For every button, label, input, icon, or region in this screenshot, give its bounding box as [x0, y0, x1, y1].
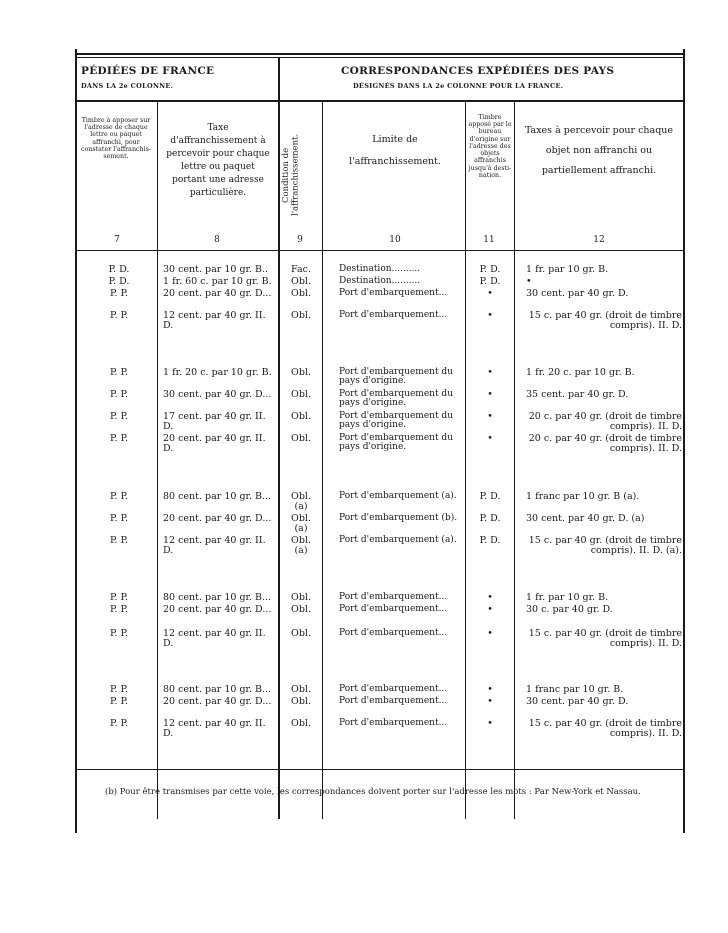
row-cell-col10: Port d'embarquement... — [339, 718, 448, 728]
row-cell-col7: P. P. — [110, 535, 128, 546]
row-cell-col11: • — [487, 433, 493, 444]
row-cell-col12: 15 c. par 40 gr. (droit de timbre compris). II. D. — [528, 310, 682, 331]
row-cell-col10: Port d'embarquement... — [339, 310, 448, 320]
row-cell-col7: P. P. — [110, 604, 128, 615]
col12-header: Taxes à percevoir pour chaque objet non affranchi ou partiellement affranchi. — [524, 125, 674, 176]
col11-number: 11 — [483, 235, 495, 245]
row-cell-col9: Obl. (a) — [291, 513, 311, 534]
row-cell-col11: P. D. — [479, 276, 501, 287]
row-cell-col11: P. D. — [479, 535, 501, 546]
row-cell-col12: 1 franc par 10 gr. B. — [526, 684, 624, 695]
col12-number: 12 — [593, 235, 605, 245]
row-cell-col12: 35 cent. par 40 gr. D. — [526, 389, 629, 400]
row-cell-col11: • — [487, 592, 493, 603]
row-cell-col7: P. D. — [108, 264, 130, 275]
row-cell-col12: • — [526, 276, 532, 287]
row-cell-col7: P. P. — [110, 696, 128, 707]
col7-header: Timbre à apposer sur l'adresse de chaque lettre ou paquet affranchi, pour constater l'affranchis- sement. — [81, 117, 151, 161]
row-cell-col11: • — [487, 411, 493, 422]
row-cell-col7: P. P. — [110, 513, 128, 524]
row-cell-col11: • — [487, 684, 493, 695]
row-cell-col7: P. P. — [110, 433, 128, 444]
row-cell-col12: 15 c. par 40 gr. (droit de timbre compris). II. D. — [528, 628, 682, 649]
col10-header: Limite de l'affranchissement. — [349, 134, 441, 167]
row-cell-col8: 12 cent. par 40 gr. II. D. — [163, 310, 266, 331]
footnote-rule — [75, 769, 685, 770]
row-cell-col8: 80 cent. par 10 gr. B... — [163, 592, 272, 603]
row-cell-col8: 30 cent. par 10 gr. B.. — [163, 264, 269, 275]
row-cell-col7: P. P. — [110, 718, 128, 729]
col9-number: 9 — [297, 235, 303, 245]
col-divider-10-11 — [465, 102, 466, 819]
row-cell-col10: Port d'embarquement (b). — [339, 513, 458, 523]
row-cell-col12: 20 c. par 40 gr. (droit de timbre compris). II. D. — [528, 433, 682, 454]
footnote-text: (b) Pour être transmises par cette voie, les correspondances doivent porter sur l'adresse les mots : Par New-York et Nassau. — [105, 787, 641, 797]
col10-number: 10 — [389, 235, 401, 245]
row-cell-col7: P. P. — [110, 288, 128, 299]
row-cell-col10: Port d'embarquement du pays d'origine. — [339, 433, 453, 453]
row-cell-col9: Obl. — [291, 592, 311, 603]
frame-left-rule — [75, 49, 77, 833]
row-cell-col9: Obl. — [291, 696, 311, 707]
row-cell-col12: 20 c. par 40 gr. (droit de timbre compris). II. D. — [528, 411, 682, 432]
row-cell-col8: 80 cent. par 10 gr. B... — [163, 491, 272, 502]
row-cell-col11: • — [487, 718, 493, 729]
row-cell-col12: 1 franc par 10 gr. B (a). — [526, 491, 640, 502]
col9-header: Condition de l'affranchissement. — [281, 133, 301, 217]
col8-header: Taxe d'affranchissement à percevoir pour chaque lettre ou paquet portant une adresse particulière. — [166, 123, 270, 199]
row-cell-col10: Destination.......... — [339, 276, 421, 286]
row-cell-col11: • — [487, 288, 493, 299]
row-cell-col9: Obl. — [291, 684, 311, 695]
row-cell-col9: Obl. — [291, 628, 311, 639]
row-cell-col8: 30 cent. par 40 gr. D... — [163, 389, 272, 400]
row-cell-col9: Obl. (a) — [291, 535, 311, 556]
row-cell-col12: 1 fr. 20 c. par 10 gr. B. — [526, 367, 635, 378]
row-cell-col8: 20 cent. par 40 gr. D... — [163, 513, 272, 524]
row-cell-col7: P. P. — [110, 684, 128, 695]
row-cell-col10: Port d'embarquement (a). — [339, 491, 457, 501]
row-cell-col10: Port d'embarquement... — [339, 684, 448, 694]
col7-number: 7 — [114, 235, 120, 245]
row-cell-col9: Obl. — [291, 310, 311, 321]
row-cell-col10: Port d'embarquement (a). — [339, 535, 457, 545]
row-cell-col10: Destination.......... — [339, 264, 421, 274]
row-cell-col11: • — [487, 310, 493, 321]
col-header-bottom-rule — [75, 250, 685, 251]
row-cell-col12: 30 c. par 40 gr. D. — [526, 604, 613, 615]
row-cell-col8: 20 cent. par 40 gr. D... — [163, 604, 272, 615]
row-cell-col12: 30 cent. par 40 gr. D. (a) — [526, 513, 645, 524]
row-cell-col11: • — [487, 389, 493, 400]
col-divider-9-10 — [322, 102, 323, 819]
row-cell-col7: P. P. — [110, 411, 128, 422]
row-cell-col8: 1 fr. 60 c. par 10 gr. B. — [163, 276, 272, 287]
row-cell-col9: Obl. (a) — [291, 491, 311, 512]
row-cell-col7: P. P. — [110, 367, 128, 378]
left-section-subtitle: DANS LA 2e COLONNE. — [81, 82, 174, 90]
row-cell-col9: Obl. — [291, 276, 311, 287]
row-cell-col11: P. D. — [479, 491, 501, 502]
col-divider-11-12 — [514, 102, 515, 819]
frame-right-rule — [683, 49, 685, 833]
row-cell-col11: • — [487, 628, 493, 639]
right-section-title: CORRESPONDANCES EXPÉDIÉES DES PAYS — [341, 65, 615, 77]
row-cell-col8: 20 cent. par 40 gr. D... — [163, 288, 272, 299]
row-cell-col9: Fac. — [291, 264, 311, 275]
row-cell-col11: • — [487, 604, 493, 615]
row-cell-col12: 1 fr. par 10 gr. B. — [526, 264, 609, 275]
row-cell-col12: 30 cent. par 40 gr. D. — [526, 696, 629, 707]
row-cell-col7: P. P. — [110, 592, 128, 603]
row-cell-col9: Obl. — [291, 367, 311, 378]
row-cell-col10: Port d'embarquement du pays d'origine. — [339, 411, 453, 431]
row-cell-col9: Obl. — [291, 718, 311, 729]
document-page — [75, 49, 687, 833]
row-cell-col10: Port d'embarquement... — [339, 628, 448, 638]
row-cell-col10: Port d'embarquement... — [339, 592, 448, 602]
row-cell-col10: Port d'embarquement... — [339, 696, 448, 706]
row-cell-col7: P. P. — [110, 628, 128, 639]
row-cell-col8: 1 fr. 20 c. par 10 gr. B. — [163, 367, 272, 378]
row-cell-col8: 20 cent. par 40 gr. II. D. — [163, 433, 266, 454]
row-cell-col11: P. D. — [479, 264, 501, 275]
row-cell-col8: 12 cent. par 40 gr. II. D. — [163, 718, 266, 739]
row-cell-col9: Obl. — [291, 288, 311, 299]
row-cell-col10: Port d'embarquement du pays d'origine. — [339, 389, 453, 409]
row-cell-col9: Obl. — [291, 433, 311, 444]
frame-top-rule — [75, 53, 685, 55]
header-bottom-rule — [75, 100, 685, 102]
row-cell-col11: P. D. — [479, 513, 501, 524]
row-cell-col12: 30 cent. par 40 gr. D. — [526, 288, 629, 299]
row-cell-col8: 20 cent. par 40 gr. D... — [163, 696, 272, 707]
row-cell-col7: P. D. — [108, 276, 130, 287]
row-cell-col10: Port d'embarquement du pays d'origine. — [339, 367, 453, 387]
col-divider-7-8 — [157, 102, 158, 819]
row-cell-col11: • — [487, 367, 493, 378]
section-divider-rule — [278, 57, 280, 819]
left-section-title: PÉDIÉES DE FRANCE — [81, 65, 215, 77]
row-cell-col8: 12 cent. par 40 gr. II. D. — [163, 535, 266, 556]
row-cell-col8: 12 cent. par 40 gr. II. D. — [163, 628, 266, 649]
row-cell-col12: 1 fr. par 10 gr. B. — [526, 592, 609, 603]
frame-top-rule-thin — [75, 57, 685, 58]
row-cell-col10: Port d'embarquement... — [339, 288, 448, 298]
row-cell-col9: Obl. — [291, 604, 311, 615]
row-cell-col8: 17 cent. par 40 gr. II. D. — [163, 411, 266, 432]
col8-number: 8 — [214, 235, 220, 245]
row-cell-col7: P. P. — [110, 389, 128, 400]
row-cell-col11: • — [487, 696, 493, 707]
row-cell-col10: Port d'embarquement... — [339, 604, 448, 614]
row-cell-col9: Obl. — [291, 411, 311, 422]
row-cell-col7: P. P. — [110, 310, 128, 321]
row-cell-col12: 15 c. par 40 gr. (droit de timbre compris). II. D. — [528, 718, 682, 739]
right-section-subtitle: DÉSIGNÉS DANS LA 2e COLONNE POUR LA FRANCE. — [353, 82, 564, 90]
row-cell-col7: P. P. — [110, 491, 128, 502]
row-cell-col9: Obl. — [291, 389, 311, 400]
row-cell-col8: 80 cent. par 10 gr. B... — [163, 684, 272, 695]
col11-header: Timbre apposé par le bureau d'origine sur l'adresse des objets affranchis jusqu'à desti- nation. — [468, 114, 512, 179]
row-cell-col12: 15 c. par 40 gr. (droit de timbre compris). II. D. (a). — [528, 535, 682, 556]
